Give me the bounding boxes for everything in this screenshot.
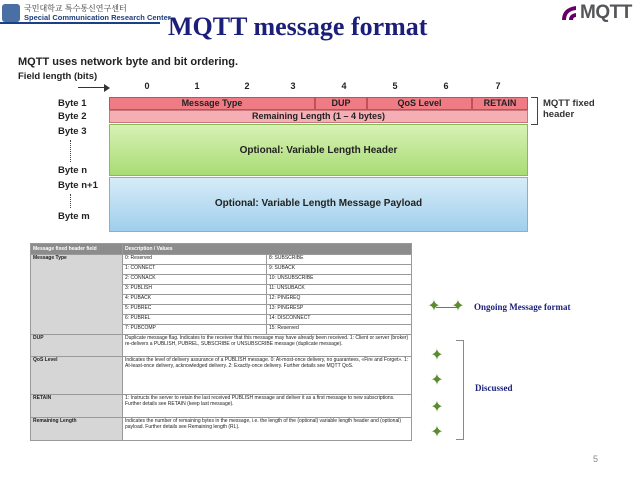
institution-name-korean: 국민대학교 특수통신연구센터 — [24, 4, 127, 13]
field-name: Message Type — [31, 255, 123, 335]
star-icon: ✦ — [427, 298, 441, 315]
slide-title: MQTT message format — [168, 12, 428, 41]
payload-block — [109, 177, 528, 232]
table-cell: Duplicate message flag. Indicates to the receiver that this message may have already been received. 1: Client or server (broker) re-delivers a PUBLISH, PUBREL, SUBSCRIBE or UNSUBSCRIBE message (duplicate message). — [123, 335, 412, 357]
message-type-cell: Message Type — [109, 97, 315, 110]
header-rule — [0, 22, 160, 24]
field-name: Remaining Length — [31, 418, 123, 441]
table-row — [31, 418, 412, 441]
bit-number: 5 — [392, 81, 398, 91]
fixed-header-brace — [531, 97, 538, 125]
table-row — [31, 255, 412, 265]
field-name: QoS Level — [31, 357, 123, 395]
mqtt-logo — [560, 2, 636, 24]
bit-number: 2 — [244, 81, 250, 91]
table-cell: 11: UNSUBACK — [267, 285, 412, 295]
table-cell: 13: PINGRESP — [267, 305, 412, 315]
institution-emblem-icon — [2, 4, 20, 22]
star-icon: ✦ — [430, 347, 444, 364]
discussed-label: Discussed — [475, 383, 513, 393]
bit-number: 3 — [290, 81, 296, 91]
bit-number: 4 — [341, 81, 347, 91]
table-cell: 5: PUBREC — [123, 305, 267, 315]
table-cell: 9: SUBACK — [267, 265, 412, 275]
star-icon: ✦ — [430, 372, 444, 389]
star-icon: ✦ — [430, 399, 444, 416]
table-cell: 6: PUBREL — [123, 315, 267, 325]
mqtt-fixed-header-diagram — [0, 48, 638, 238]
retain-cell: RETAIN — [472, 97, 528, 110]
field-length-label: Field length (bits) — [18, 71, 98, 82]
arrow-head-icon — [104, 84, 110, 92]
table-cell: 7: PUBCOMP — [123, 325, 267, 335]
payload-label: Optional: Variable Length Message Payload — [214, 198, 423, 209]
table-cell: 10: UNSUBSCRIBE — [267, 275, 412, 285]
bit-number: 1 — [194, 81, 200, 91]
table-header: Message fixed header field — [31, 244, 123, 255]
row-label-byte-m: Byte m — [58, 211, 90, 222]
dup-cell: DUP — [315, 97, 367, 110]
ongoing-label: Ongoing Message format — [474, 302, 571, 312]
discussed-bracket — [456, 340, 464, 440]
mqtt-logo-text: MQTT — [580, 2, 632, 23]
table-cell: 0: Reserved — [123, 255, 267, 265]
table-cell: 1: CONNECT — [123, 265, 267, 275]
row-label-byte-2: Byte 2 — [58, 111, 87, 122]
table-row — [31, 335, 412, 357]
table-cell: 3: PUBLISH — [123, 285, 267, 295]
qos-level-cell: QoS Level — [367, 97, 472, 110]
star-icon: ✦ — [430, 424, 444, 441]
table-cell: Indicates the number of remaining bytes in the message, i.e. the length of the (optional) variable length header and (optional) payload. Further details see Remaining length (RL). — [123, 418, 412, 441]
field-name: DUP — [31, 335, 123, 357]
fixed-header-field-table — [30, 243, 411, 460]
table-cell: 2: CONNACK — [123, 275, 267, 285]
row-label-byte-n: Byte n — [58, 165, 88, 176]
ellipsis-dotted-line — [70, 194, 72, 208]
bit-number: 6 — [443, 81, 449, 91]
table-row — [31, 395, 412, 418]
institution-name-english: Special Communication Research Center — [24, 13, 171, 22]
table-cell: Indicates the level of delivery assurance of a PUBLISH message. 0: At-most-once delivery, no guarantees, «Fire and Forget». 1: At-least-once delivery, acknowledged delivery. 2: Exactly-once delivery. Further details see MQTT QoS. — [123, 357, 412, 395]
mqtt-logo-icon — [560, 4, 578, 22]
table-cell: 8: SUBSCRIBE — [267, 255, 412, 265]
variable-header-block — [109, 124, 528, 176]
table-header: Description / Values — [123, 244, 412, 255]
table-cell: 14: DISCONNECT — [267, 315, 412, 325]
byte-ordering-note: MQTT uses network byte and bit ordering. — [18, 56, 239, 68]
page-number: 5 — [593, 454, 599, 464]
fixed-header-label: MQTT fixed header — [543, 98, 595, 120]
table-cell: 12: PINGREQ — [267, 295, 412, 305]
variable-header-label: Optional: Variable Length Header — [239, 145, 398, 156]
ellipsis-dotted-line — [70, 140, 72, 162]
table-cell: 15: Reserved — [267, 325, 412, 335]
row-label-byte-n-plus-1: Byte n+1 — [58, 180, 98, 191]
row-label-byte-3: Byte 3 — [58, 126, 87, 137]
field-name: RETAIN — [31, 395, 123, 418]
bit-number: 0 — [144, 81, 150, 91]
star-icon: ✦ — [451, 298, 465, 315]
row-label-byte-1: Byte 1 — [58, 98, 87, 109]
bit-number: 7 — [495, 81, 501, 91]
field-length-arrow — [78, 87, 106, 88]
table-row — [31, 357, 412, 395]
institution-logo — [2, 3, 171, 23]
table-cell: 1: Instructs the server to retain the last received PUBLISH message and deliver it as a first message to new subscriptions. Further details see RETAIN (keep last message). — [123, 395, 412, 418]
table-cell: 4: PUBACK — [123, 295, 267, 305]
remaining-length-cell: Remaining Length (1 – 4 bytes) — [109, 110, 528, 123]
